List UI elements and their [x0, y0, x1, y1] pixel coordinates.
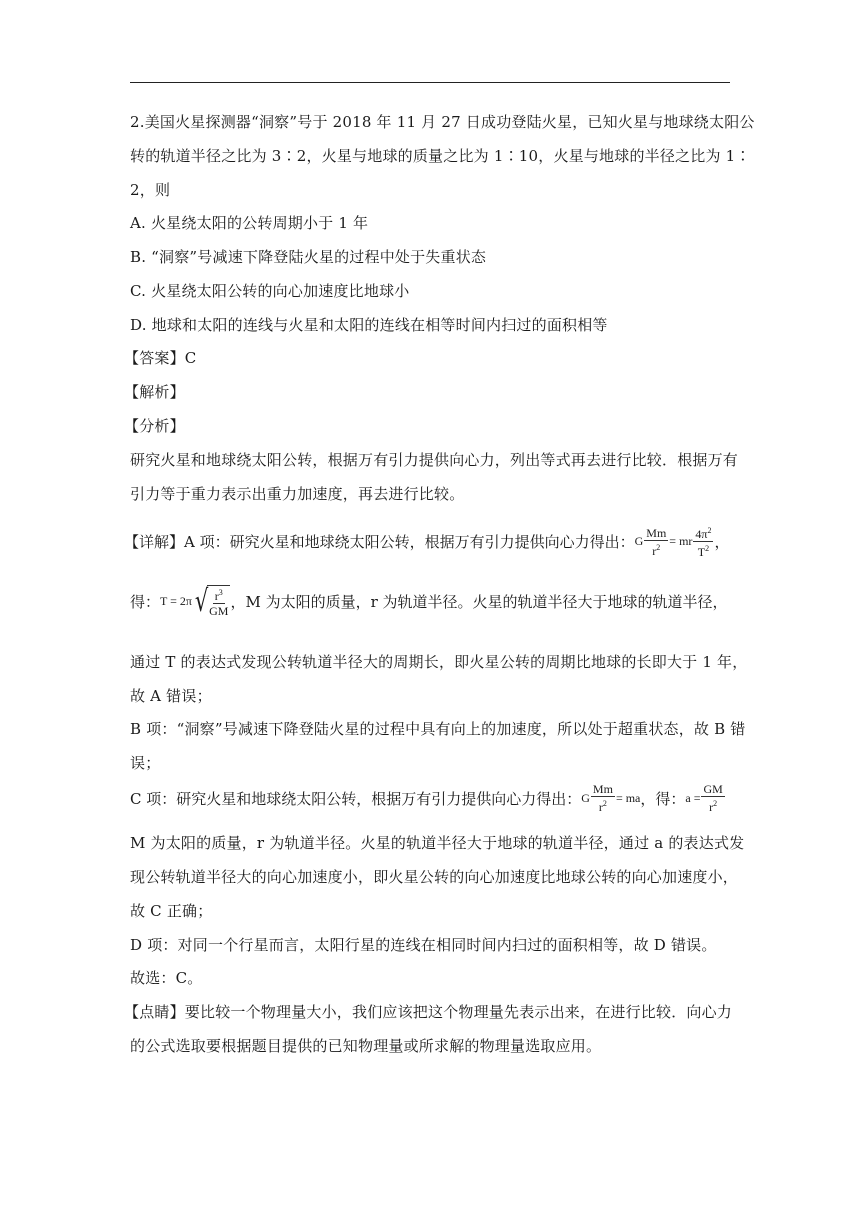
frac-numerator: GM	[703, 782, 723, 796]
question-line-1: 2.美国火星探测器“洞察”号于 2018 年 11 月 27 日成功登陆火星，已知火星与地球绕太阳公	[130, 113, 755, 131]
fenxi-heading: 【分析】	[124, 417, 185, 435]
detail-d-line: D 项：对同一个行星而言，太阳行星的连线在相同时间内扫过的面积相等，故 D 错误。	[130, 936, 717, 954]
sqrt-expression	[192, 585, 230, 618]
detail-c-line-2: M 为太阳的质量，r 为轨道半径。火星的轨道半径大于地球的轨道半径，通过 a 的表达式发	[130, 834, 745, 852]
frac-denominator: $T^2$	[697, 544, 710, 559]
question-line-3: 2，则	[130, 181, 171, 199]
analysis-heading: 【解析】	[124, 383, 185, 401]
detail-a-eq-mid: = mr	[669, 534, 693, 548]
detail-a-line-2	[130, 585, 740, 618]
question-line-2: 转的轨道半径之比为 3∶2，火星与地球的质量之比为 1∶10，火星与地球的半径之比为 1∶	[130, 147, 751, 165]
detail-a-eq-g: G	[634, 534, 644, 548]
detail-b-line-2: 误；	[130, 754, 161, 772]
option-b: B. “洞察”号减速下降登陆火星的过程中处于失重状态	[130, 248, 487, 266]
detail-a-result-lhs: T = 2π	[160, 594, 192, 608]
detail-c-line-1	[130, 782, 740, 814]
option-a: A. 火星绕太阳的公转周期小于 1 年	[130, 214, 369, 232]
dianjing-line-2: 的公式选取要根据题目提供的已知物理量或所求解的物理量选取应用。	[130, 1037, 602, 1055]
detail-b-line-1: B 项：“洞察”号减速下降登陆火星的过程中具有向上的加速度，所以处于超重状态，故 B 错	[130, 720, 746, 738]
detail-c-line-4: 故 C 正确；	[130, 902, 213, 920]
option-d: D. 地球和太阳的连线与火星和太阳的连线在相等时间内扫过的面积相等	[130, 316, 608, 334]
radical-sign: √	[194, 583, 209, 619]
frac-denominator: $r^2$	[709, 799, 718, 814]
detail-a-eq-frac-2	[693, 524, 713, 559]
detail-a-line-3: 通过 T 的表达式发现公转轨道半径大的周期长，即火星公转的周期比地球的长即大于 1 年，	[130, 653, 748, 671]
radicand	[207, 585, 230, 618]
frac-numerator: $4\pi^2$	[695, 526, 712, 541]
detail-c-line-3: 现公转轨道半径大的向心加速度小，即火星公转的向心加速度比地球公转的向心加速度小，	[130, 868, 739, 886]
frac-denominator: $r^2$	[652, 542, 661, 558]
option-c: C. 火星绕太阳公转的向心加速度比地球小	[130, 282, 410, 300]
detail-c-eq1-g: G	[581, 790, 590, 805]
fenxi-line-1: 研究火星和地球绕太阳公转，根据万有引力提供向心力，列出等式再去进行比较．根据万有	[130, 451, 739, 469]
frac-denominator: GM	[209, 604, 229, 618]
detail-c-mid: ，得：	[640, 789, 686, 808]
detail-a-line-4: 故 A 错误；	[130, 687, 212, 705]
detail-c-eq1-tail: = ma	[615, 790, 641, 805]
fenxi-line-2: 引力等于重力表示出重力加速度，再去进行比较。	[130, 485, 465, 503]
detail-c-eq2-lhs: a =	[685, 790, 701, 805]
detail-a-line-1	[124, 524, 734, 559]
detail-a-result-post: ，M 为太阳的质量，r 为轨道半径。火星的轨道半径大于地球的轨道半径，	[230, 593, 728, 611]
answer-label: 【答案】C	[124, 349, 197, 367]
detail-choice: 故选：C。	[130, 969, 203, 987]
detail-c-eq1-frac	[591, 782, 615, 814]
header-rule	[130, 82, 730, 83]
frac-numerator: Mm	[592, 782, 613, 796]
detail-a-eq-tail: ，	[714, 533, 730, 551]
detail-a-intro: 【详解】A 项：研究火星和地球绕太阳公转，根据万有引力提供向心力得出：	[124, 533, 635, 551]
detail-a-result-pre: 得：	[130, 593, 161, 611]
detail-c-eq2-frac	[701, 782, 724, 814]
detail-a-eq-frac-1	[644, 526, 668, 558]
detail-c-intro: C 项：研究火星和地球绕太阳公转，根据万有引力提供向心力得出：	[130, 789, 582, 808]
frac-numerator: Mm	[646, 525, 667, 540]
frac-numerator: $r^3$	[214, 588, 223, 603]
frac-denominator: $r^2$	[598, 799, 607, 814]
dianjing-line-1: 【点睛】要比较一个物理量大小，我们应该把这个物理量先表示出来，在进行比较．向心力	[124, 1003, 733, 1021]
